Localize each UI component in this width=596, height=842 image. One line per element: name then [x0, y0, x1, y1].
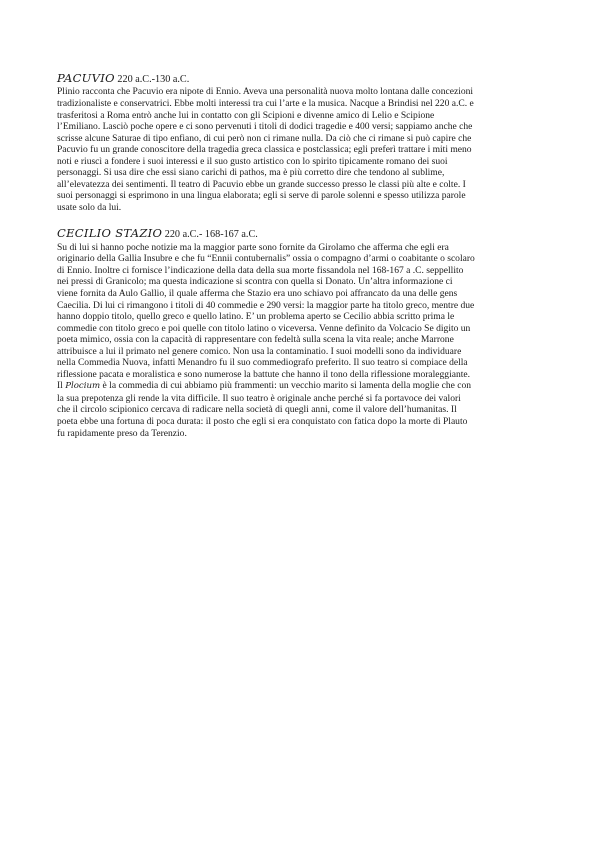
- text-line: commedie con titolo greco e poi quelle con titolo latino o viceversa. Venne definito da Volcacio Se digito un: [57, 322, 471, 334]
- author-dates: 220 a.C.- 168-167 a.C.: [164, 229, 258, 241]
- text-line: tradizionaliste e conservatrici. Ebbe molti interessi tra cui l’arte e la musica. Nacque a Brindisi nel 220 a.C. e: [57, 97, 474, 109]
- author-name: CECILIO STAZIO: [57, 226, 163, 241]
- section-body: [57, 242, 541, 439]
- text-line-plocium: [57, 380, 541, 393]
- text-line: Su di lui si hanno poche notizie ma la maggior parte sono fornite da Girolamo che afferma che egli era: [57, 241, 449, 253]
- plocium-rest: è la commedia di cui abbiamo più frammenti: un vecchio marito si lamenta della moglie che con: [100, 380, 472, 392]
- text-line: Caecilia. Di lui ci rimangono i titoli di 40 commedie e 290 versi: la maggior parte ha titolo greco, mentre due: [57, 299, 475, 311]
- text-line: hanno doppio titolo, quello greco e quello latino. E’ un problema aperto se Cecilio abbia scritto prima le: [57, 311, 455, 323]
- text-line: trasferitosi a Roma entrò anche lui in contatto con gli Scipioni e divenne amico di Lelio e Scipione: [57, 109, 435, 121]
- text-line: nella Commedia Nuova, infatti Menandro fu il suo commediografo preferito. Il suo teatro si compiace della: [57, 357, 468, 369]
- text-line: originario della Gallia Insubre e che fu “Ennii contubernalis” ossia o compagno d’armi o coabitante o scolaro: [57, 253, 475, 265]
- text-line: che il circolo scipionico cercava di radicare nella società di quegli anni, come il valore dell’humanitas. Il: [57, 404, 457, 416]
- plocium-prefix: Il: [57, 380, 66, 392]
- text-line: personaggi. Si usa dire che essi siano carichi di pathos, ma è più corretto dire che tendono al sublime,: [57, 167, 445, 179]
- text-line: nei pressi di Granicolo; ma questa indicazione si scontra con quella si Donato. Un’altra informazione ci: [57, 276, 453, 288]
- plocium-title: Plocium: [65, 381, 101, 392]
- text-line: all’elevatezza dei sentimenti. Il teatro di Pacuvio ebbe un grande successo presso le classi più alte e colte. I: [57, 178, 466, 190]
- text-line: poeta ebbe una fortuna di poca durata: il posto che egli si era conquistato con fatica dopo la morte di Plauto: [57, 416, 468, 428]
- text-line: scrisse alcune Saturae di tipo enfiano, di cui però non ci rimane nulla. Da ciò che ci rimane si può capire che: [57, 132, 472, 144]
- text-line: attribuisce a lui il primato nel genere comico. Non usa la contaminatio. I suoi modelli sono da individuare: [57, 345, 462, 357]
- text-line: poeta mimico, ossia con la capacità di rappresentare con fedeltà sulla scena la vita reale; anche Marrone: [57, 334, 454, 346]
- text-line: fu rapidamente preso da Terenzio.: [57, 427, 187, 439]
- text-line: noti e riuscì a fondere i suoi interessi e il suo gusto artistico con lo spirito tipicamente romano dei suoi: [57, 155, 448, 167]
- text-line: suoi personaggi si esprimono in una lingua elaborata; egli si serve di parole solenni e spesso utilizza parole: [57, 190, 466, 202]
- text-line: di Ennio. Inoltre ci fornisce l’indicazione della data della sua morte fissandola nel 168-167 a .C. seppellito: [57, 264, 464, 276]
- section-pacuvio: [57, 72, 541, 213]
- text-line: riflessione pacata e moralistica e sono numerose la battute che hanno il tono della riflessione moraleggiante.: [57, 368, 471, 380]
- text-line: la sua prepotenza gli rende la vita difficile. Il suo teatro è originale anche perché si fa portavoce dei valori: [57, 392, 461, 404]
- author-name: PACUVIO: [57, 71, 115, 85]
- text-line: l’Emiliano. Lasciò poche opere e ci sono pervenuti i titoli di dodici tragedie e 400 versi; sappiamo anche che: [57, 121, 473, 133]
- section-heading: [57, 227, 541, 241]
- text-line: usate solo da lui.: [57, 201, 122, 213]
- text-line: viene fornita da Aulo Gallio, il quale afferma che Stazio era uno schiavo poi affrancato da una delle gens: [57, 288, 458, 300]
- document-page: [57, 72, 541, 439]
- text-line: Plinio racconta che Pacuvio era nipote di Ennio. Aveva una personalità nuova molto lontana dalle concezioni: [57, 86, 474, 98]
- section-heading: [57, 72, 541, 86]
- section-body: [57, 86, 541, 213]
- section-cecilio-stazio: [57, 227, 541, 439]
- text-line: Pacuvio fu un grande conoscitore della tragedia greca classica e postclassica; egli preferì trattare i miti meno: [57, 144, 472, 156]
- author-dates: 220 a.C.-130 a.C.: [117, 74, 190, 85]
